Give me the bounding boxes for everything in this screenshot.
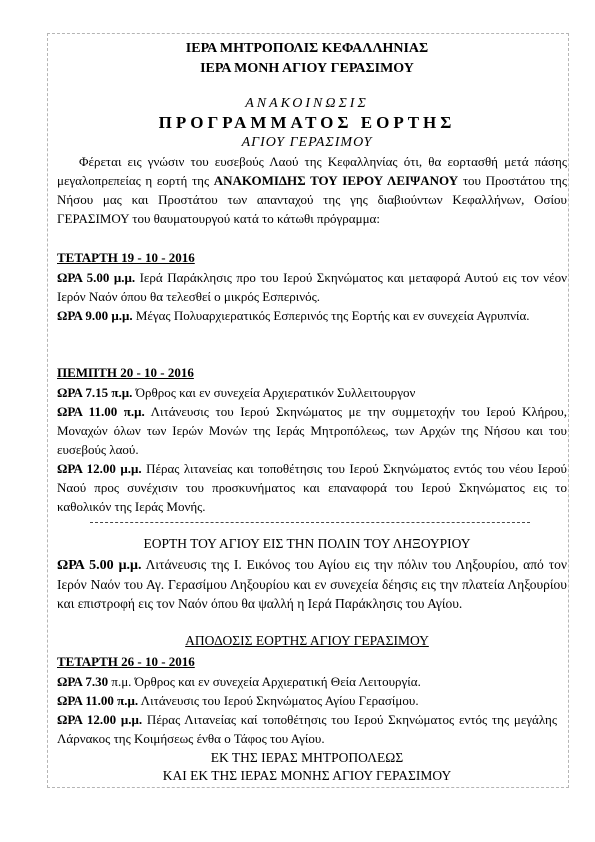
day2-heading: ΠΕΜΠΤΗ 20 - 10 - 2016 bbox=[57, 365, 194, 380]
signature-line2: ΚΑΙ ΕΚ ΤΗΣ ΙΕΡΑΣ ΜΟΝΗΣ ΑΓΙΟΥ ΓΕΡΑΣΙΜΟΥ bbox=[162, 768, 452, 783]
lixouri-event bbox=[57, 555, 567, 613]
day2-event1 bbox=[57, 383, 567, 402]
announcement-title: ΑΝΑΚΟΙΝΩΣΙΣ bbox=[245, 96, 369, 111]
lixouri-heading: ΕΟΡΤΗ ΤΟΥ ΑΓΙΟΥ ΕΙΣ ΤΗΝ ΠΟΛΙΝ ΤΟΥ ΛΗΞΟΥΡΙΟΥ bbox=[143, 536, 471, 551]
intro-feast-name: ΑΝΑΚΟΜΙΔΗΣ ΤΟΥ ΙΕΡΟΥ ΛΕΙΨΑΝΟΥ bbox=[213, 173, 459, 188]
apodosis-event1-time: ΩΡΑ 7.30 bbox=[57, 674, 109, 689]
day2-event3-time: ΩΡΑ 12.00 μ.μ. bbox=[57, 461, 142, 476]
day2-event2-text: Λιτάνευσις του Ιερού Σκηνώματος με την συμμετοχήν του Ιερού Κλήρου, Μοναχών όλων των Ιερών Μονών της Ιεράς Μητροπόλεως, των Αρχών της Νήσου και του ευσεβούς λαού. bbox=[57, 404, 567, 457]
day1-event1-time: ΩΡΑ 5.00 μ.μ. bbox=[57, 270, 136, 285]
apodosis-heading: ΑΠΟΔΟΣΙΣ ΕΟΡΤΗΣ ΑΓΙΟΥ ΓΕΡΑΣΙΜΟΥ bbox=[185, 633, 429, 648]
saint-title: ΑΓΙΟΥ ΓΕΡΑΣΙΜΟΥ bbox=[241, 135, 373, 150]
apodosis-event1-text: π.μ. Όρθρος και εν συνεχεία Αρχιερατική Θεία Λειτουργία. bbox=[108, 674, 421, 689]
day2-event2 bbox=[57, 402, 567, 459]
day1-event2 bbox=[57, 306, 567, 325]
apodosis-event3 bbox=[57, 710, 557, 748]
signature-line1: ΕΚ ΤΗΣ ΙΕΡΑΣ ΜΗΤΡΟΠΟΛΕΩΣ bbox=[210, 750, 404, 765]
day2-event1-time: ΩΡΑ 7.15 π.μ. bbox=[57, 385, 133, 400]
day1-heading: ΤΕΤΑΡΤΗ 19 - 10 - 2016 bbox=[57, 250, 195, 265]
apodosis-event2 bbox=[57, 691, 567, 710]
lixouri-event-time: ΩΡΑ 5.00 μ.μ. bbox=[57, 558, 142, 573]
apodosis-event2-text: Λιτάνευσις του Ιερού Σκηνώματος Αγίου Γερασίμου. bbox=[138, 693, 419, 708]
intro-paragraph bbox=[57, 152, 567, 228]
day2-event2-time: ΩΡΑ 11.00 π.μ. bbox=[57, 404, 145, 419]
header-metropolis: ΙΕΡΑ ΜΗΤΡΟΠΟΛΙΣ ΚΕΦΑΛΛΗΝΙΑΣ bbox=[185, 41, 429, 56]
dashed-separator bbox=[90, 522, 530, 523]
apodosis-event1 bbox=[57, 672, 567, 691]
program-title: ΠΡΟΓΡΑΜΜΑΤΟΣ ΕΟΡΤΗΣ bbox=[158, 113, 456, 132]
intro-text-c: του Προστάτου της Νήσου μας και Προστάτου των απανταχού της γης διαβιούντων Κεφαλλήνων, Οσίου ΓΕΡΑΣΙΜΟΥ του θαυματουργού κατά το κάτωθι πρόγραμμα: bbox=[57, 173, 567, 226]
day1-event2-time: ΩΡΑ 9.00 μ.μ. bbox=[57, 308, 133, 323]
apodosis-event3-time: ΩΡΑ 12.00 μ.μ. bbox=[57, 712, 143, 727]
apodosis-day-heading: ΤΕΤΑΡΤΗ 26 - 10 - 2016 bbox=[57, 654, 195, 669]
day1-event1-text: Ιερά Παράκλησις προ του Ιερού Σκηνώματος και μεταφορά Αυτού εις τον νέον Ιερόν Ναόν όπου θα τελεσθεί ο μικρός Εσπερινός. bbox=[57, 270, 567, 304]
day1-event2-text: Μέγας Πολυαρχιερατικός Εσπερινός της Εορτής και εν συνεχεία Αγρυπνία. bbox=[132, 308, 530, 323]
intro-text-a: Φέρεται εις γνώσιν του ευσεβούς Λαού της Κεφαλληνίας ότι, θα εορτασθή μετά πάσης μεγαλοπρεπείας η εορτή της bbox=[57, 154, 567, 188]
apodosis-event3-text: Πέρας Λιτανείας καί τοποθέτησις του Ιερού Σκηνώματος εντός της μεγάλης Λάρνακος της Κοιμήσεως ένθα ο Τάφος του Αγίου. bbox=[57, 712, 557, 746]
day2-event1-text: Όρθρος και εν συνεχεία Αρχιερατικόν Συλλειτουργον bbox=[132, 385, 416, 400]
day2-event3-text: Πέρας λιτανείας και τοποθέτησις του Ιερού Σκηνώματος εντός του νέου Ιερού Ναού προς συνέχισιν του προσκυνήματος και επαναφορά του Ιερού Σκηνώματος εις το καθολικόν της Ιεράς Μονής. bbox=[57, 461, 567, 514]
apodosis-event2-time: ΩΡΑ 11.00 π.μ. bbox=[57, 693, 139, 708]
header-monastery: ΙΕΡΑ ΜΟΝΗ ΑΓΙΟΥ ΓΕΡΑΣΙΜΟΥ bbox=[200, 61, 414, 76]
day2-event3 bbox=[57, 459, 567, 516]
day1-event1 bbox=[57, 268, 567, 306]
lixouri-event-text: Λιτάνευσις της Ι. Εικόνος του Αγίου εις την πόλιν του Ληξουρίου, από τον Ιερόν Ναόν του Αγ. Γερασίμου Ληξουρίου και εν συνεχεία δέησις εις την πλατεία Ληξουρίου και επιστροφή εις τον Ναόν όπου θα ψαλλή η Ιερά Παράκλησις του Αγίου. bbox=[57, 557, 567, 611]
